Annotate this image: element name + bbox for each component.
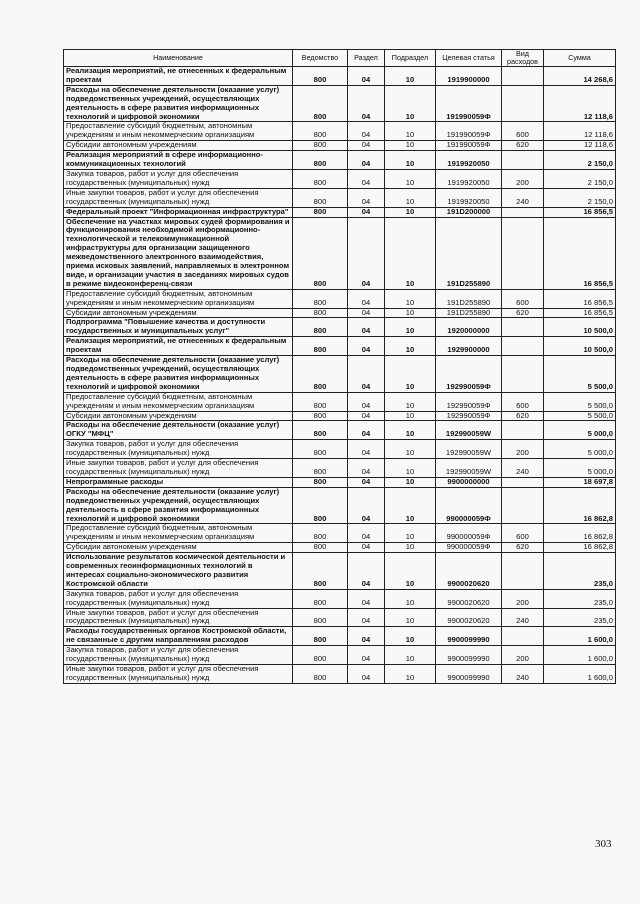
row-sum: 10 500,0 [544, 337, 616, 356]
row-subsection: 10 [385, 356, 436, 393]
row-dept: 800 [293, 85, 348, 122]
row-sum: 5 000,0 [544, 440, 616, 459]
row-subsection: 10 [385, 665, 436, 684]
table-row [64, 627, 616, 646]
table-row [64, 421, 616, 440]
row-dept: 800 [293, 217, 348, 289]
row-name: Расходы на обеспечение деятельности (оказание услуг) подведомственных учреждений, осуществляющих деятельность в сфере развития информационных технологий и цифровой экономики [64, 356, 293, 393]
row-target: 192990059Ф [436, 356, 502, 393]
row-target: 1919920050 [436, 169, 502, 188]
row-dept: 800 [293, 524, 348, 543]
row-section: 04 [348, 67, 385, 86]
row-kind [502, 421, 544, 440]
row-target: 191990059Ф [436, 141, 502, 151]
row-sum: 2 150,0 [544, 169, 616, 188]
header-section: Раздел [348, 50, 385, 67]
row-target: 9900020620 [436, 608, 502, 627]
table-row [64, 589, 616, 608]
row-subsection: 10 [385, 589, 436, 608]
row-name: Использование результатов космической деятельности и современных геоинформационных технологий в интересах социально-экономического развития Костромской области [64, 553, 293, 590]
row-subsection: 10 [385, 553, 436, 590]
table-row [64, 487, 616, 524]
row-subsection: 10 [385, 459, 436, 478]
row-kind: 620 [502, 543, 544, 553]
row-kind [502, 85, 544, 122]
row-section: 04 [348, 524, 385, 543]
row-subsection: 10 [385, 289, 436, 308]
row-target: 990000059Ф [436, 543, 502, 553]
table-row [64, 440, 616, 459]
row-subsection: 10 [385, 487, 436, 524]
row-target: 9900020620 [436, 553, 502, 590]
table-row [64, 289, 616, 308]
table-header-row [64, 50, 616, 67]
row-target: 191990059Ф [436, 85, 502, 122]
row-section: 04 [348, 589, 385, 608]
row-subsection: 10 [385, 411, 436, 421]
row-dept: 800 [293, 665, 348, 684]
row-dept: 800 [293, 289, 348, 308]
row-section: 04 [348, 646, 385, 665]
row-name: Подпрограмма "Повышение качества и доступности государственных и муниципальных услуг" [64, 318, 293, 337]
row-dept: 800 [293, 67, 348, 86]
row-target: 990000059Ф [436, 524, 502, 543]
row-dept: 800 [293, 627, 348, 646]
row-dept: 800 [293, 151, 348, 170]
row-target: 9900020620 [436, 589, 502, 608]
row-kind [502, 487, 544, 524]
row-sum: 2 150,0 [544, 188, 616, 207]
row-target: 9900000000 [436, 477, 502, 487]
row-kind: 620 [502, 308, 544, 318]
table-row [64, 543, 616, 553]
row-section: 04 [348, 141, 385, 151]
row-kind: 200 [502, 169, 544, 188]
table-row [64, 85, 616, 122]
header-subsection: Подраздел [385, 50, 436, 67]
row-kind: 240 [502, 459, 544, 478]
row-subsection: 10 [385, 169, 436, 188]
row-target: 990000059Ф [436, 487, 502, 524]
row-name: Реализация мероприятий в сфере информационно-коммуникационных технологий [64, 151, 293, 170]
row-name: Предоставление субсидий бюджетным, автономным учреждениям и иным некоммерческим организациям [64, 392, 293, 411]
row-sum: 16 856,5 [544, 217, 616, 289]
row-kind [502, 356, 544, 393]
row-section: 04 [348, 665, 385, 684]
row-subsection: 10 [385, 627, 436, 646]
table-row [64, 169, 616, 188]
table-row [64, 665, 616, 684]
row-subsection: 10 [385, 122, 436, 141]
table-row [64, 318, 616, 337]
row-subsection: 10 [385, 151, 436, 170]
row-section: 04 [348, 477, 385, 487]
row-name: Обеспечение на участках мировых судей формирования и функционирования необходимой информационно-технологической и телекоммуникационной инфраструктуры для организации защищенного межведомственного электронного взаимодействия, приема исковых заявлений, направляемых в электронном виде, и организации участия в заседаниях мировых судов в режиме видеоконференц-связи [64, 217, 293, 289]
row-name: Реализация мероприятий, не отнесенных к федеральным проектам [64, 337, 293, 356]
row-name: Расходы на обеспечение деятельности (оказание услуг) подведомственных учреждений, осуществляющих деятельность в сфере развития информационных технологий и цифровой экономики [64, 487, 293, 524]
row-sum: 235,0 [544, 589, 616, 608]
row-target: 9900099990 [436, 646, 502, 665]
row-sum: 5 500,0 [544, 356, 616, 393]
table-row [64, 122, 616, 141]
row-kind: 600 [502, 289, 544, 308]
row-name: Расходы на обеспечение деятельности (оказание услуг) подведомственных учреждений, осуществляющих деятельность в сфере развития информационных технологий и цифровой экономики [64, 85, 293, 122]
row-kind: 600 [502, 392, 544, 411]
row-dept: 800 [293, 440, 348, 459]
row-sum: 16 862,8 [544, 487, 616, 524]
row-sum: 14 268,6 [544, 67, 616, 86]
row-kind: 620 [502, 141, 544, 151]
row-sum: 1 600,0 [544, 627, 616, 646]
row-sum: 1 600,0 [544, 665, 616, 684]
table-row [64, 524, 616, 543]
table-row [64, 207, 616, 217]
row-sum: 5 500,0 [544, 392, 616, 411]
row-target: 191990059Ф [436, 122, 502, 141]
row-sum: 235,0 [544, 608, 616, 627]
row-dept: 800 [293, 141, 348, 151]
row-sum: 16 856,5 [544, 289, 616, 308]
row-target: 1929900000 [436, 337, 502, 356]
row-target: 1919920050 [436, 151, 502, 170]
row-kind [502, 217, 544, 289]
row-subsection: 10 [385, 217, 436, 289]
row-dept: 800 [293, 169, 348, 188]
row-subsection: 10 [385, 308, 436, 318]
row-target: 9900099990 [436, 627, 502, 646]
table-row [64, 141, 616, 151]
row-target: 191D255890 [436, 289, 502, 308]
row-kind: 600 [502, 524, 544, 543]
header-target: Целевая статья [436, 50, 502, 67]
row-name: Иные закупки товаров, работ и услуг для обеспечения государственных (муниципальных) нужд [64, 608, 293, 627]
table-body [64, 67, 616, 684]
row-section: 04 [348, 411, 385, 421]
row-section: 04 [348, 85, 385, 122]
row-sum: 12 118,6 [544, 141, 616, 151]
row-section: 04 [348, 308, 385, 318]
row-dept: 800 [293, 188, 348, 207]
row-dept: 800 [293, 589, 348, 608]
row-subsection: 10 [385, 337, 436, 356]
row-name: Субсидии автономным учреждениям [64, 543, 293, 553]
row-section: 04 [348, 392, 385, 411]
row-kind [502, 627, 544, 646]
row-section: 04 [348, 122, 385, 141]
row-section: 04 [348, 487, 385, 524]
row-sum: 5 000,0 [544, 459, 616, 478]
row-section: 04 [348, 151, 385, 170]
page-number: 303 [595, 838, 612, 850]
row-dept: 800 [293, 337, 348, 356]
row-sum: 16 862,8 [544, 543, 616, 553]
row-name: Субсидии автономным учреждениям [64, 308, 293, 318]
row-dept: 800 [293, 411, 348, 421]
row-name: Непрограммные расходы [64, 477, 293, 487]
row-name: Субсидии автономным учреждениям [64, 411, 293, 421]
row-kind: 600 [502, 122, 544, 141]
header-sum: Сумма [544, 50, 616, 67]
row-dept: 800 [293, 477, 348, 487]
row-target: 192990059W [436, 440, 502, 459]
row-name: Предоставление субсидий бюджетным, автономным учреждениям и иным некоммерческим организациям [64, 122, 293, 141]
table-row [64, 337, 616, 356]
row-target: 192990059W [436, 421, 502, 440]
row-sum: 18 697,8 [544, 477, 616, 487]
table-row [64, 411, 616, 421]
row-section: 04 [348, 553, 385, 590]
budget-table [63, 49, 616, 684]
row-subsection: 10 [385, 543, 436, 553]
row-kind: 200 [502, 646, 544, 665]
row-sum: 235,0 [544, 553, 616, 590]
row-kind: 620 [502, 411, 544, 421]
row-sum: 16 856,5 [544, 207, 616, 217]
row-subsection: 10 [385, 67, 436, 86]
row-section: 04 [348, 337, 385, 356]
row-kind [502, 553, 544, 590]
row-dept: 800 [293, 487, 348, 524]
row-subsection: 10 [385, 85, 436, 122]
row-section: 04 [348, 421, 385, 440]
row-subsection: 10 [385, 318, 436, 337]
row-name: Расходы на обеспечение деятельности (оказание услуг) ОГКУ "МФЦ" [64, 421, 293, 440]
row-subsection: 10 [385, 421, 436, 440]
row-kind: 240 [502, 665, 544, 684]
row-target: 191D255890 [436, 308, 502, 318]
row-kind: 200 [502, 440, 544, 459]
row-name: Закупка товаров, работ и услуг для обеспечения государственных (муниципальных) нужд [64, 646, 293, 665]
row-subsection: 10 [385, 440, 436, 459]
table-row [64, 308, 616, 318]
row-target: 192990059Ф [436, 411, 502, 421]
header-dept: Ведомство [293, 50, 348, 67]
table-row [64, 553, 616, 590]
table-row [64, 188, 616, 207]
row-sum: 10 500,0 [544, 318, 616, 337]
row-section: 04 [348, 627, 385, 646]
row-subsection: 10 [385, 141, 436, 151]
row-subsection: 10 [385, 646, 436, 665]
row-subsection: 10 [385, 608, 436, 627]
row-dept: 800 [293, 553, 348, 590]
row-sum: 12 118,6 [544, 85, 616, 122]
row-kind [502, 318, 544, 337]
row-kind: 200 [502, 589, 544, 608]
row-kind [502, 151, 544, 170]
header-kind: Вид расходов [502, 50, 544, 67]
row-dept: 800 [293, 308, 348, 318]
row-subsection: 10 [385, 524, 436, 543]
row-name: Предоставление субсидий бюджетным, автономным учреждениям и иным некоммерческим организациям [64, 289, 293, 308]
row-sum: 1 600,0 [544, 646, 616, 665]
row-target: 191D200000 [436, 207, 502, 217]
table-row [64, 151, 616, 170]
header-name: Наименование [64, 50, 293, 67]
row-kind [502, 337, 544, 356]
row-name: Расходы государственных органов Костромской области, не связанные с другим направлениям расходов [64, 627, 293, 646]
row-section: 04 [348, 440, 385, 459]
table-row [64, 217, 616, 289]
row-section: 04 [348, 289, 385, 308]
row-sum: 5 500,0 [544, 411, 616, 421]
row-dept: 800 [293, 646, 348, 665]
row-section: 04 [348, 318, 385, 337]
row-section: 04 [348, 217, 385, 289]
row-dept: 800 [293, 459, 348, 478]
row-dept: 800 [293, 392, 348, 411]
table-row [64, 356, 616, 393]
row-target: 1919900000 [436, 67, 502, 86]
row-dept: 800 [293, 421, 348, 440]
row-sum: 5 000,0 [544, 421, 616, 440]
row-sum: 16 856,5 [544, 308, 616, 318]
row-target: 1920000000 [436, 318, 502, 337]
row-sum: 12 118,6 [544, 122, 616, 141]
row-name: Федеральный проект "Информационная инфраструктура" [64, 207, 293, 217]
table-row [64, 392, 616, 411]
row-name: Субсидии автономным учреждениям [64, 141, 293, 151]
table-row [64, 646, 616, 665]
row-name: Закупка товаров, работ и услуг для обеспечения государственных (муниципальных) нужд [64, 440, 293, 459]
table-row [64, 608, 616, 627]
row-name: Иные закупки товаров, работ и услуг для обеспечения государственных (муниципальных) нужд [64, 665, 293, 684]
row-subsection: 10 [385, 477, 436, 487]
row-subsection: 10 [385, 392, 436, 411]
row-section: 04 [348, 356, 385, 393]
row-subsection: 10 [385, 207, 436, 217]
table-row [64, 67, 616, 86]
table-row [64, 459, 616, 478]
row-kind [502, 67, 544, 86]
row-target: 9900099990 [436, 665, 502, 684]
row-dept: 800 [293, 608, 348, 627]
row-kind [502, 207, 544, 217]
row-name: Закупка товаров, работ и услуг для обеспечения государственных (муниципальных) нужд [64, 589, 293, 608]
row-dept: 800 [293, 207, 348, 217]
row-name: Предоставление субсидий бюджетным, автономным учреждениям и иным некоммерческим организациям [64, 524, 293, 543]
row-dept: 800 [293, 356, 348, 393]
row-target: 192990059Ф [436, 392, 502, 411]
row-section: 04 [348, 543, 385, 553]
row-name: Иные закупки товаров, работ и услуг для обеспечения государственных (муниципальных) нужд [64, 188, 293, 207]
row-target: 192990059W [436, 459, 502, 478]
row-name: Реализация мероприятий, не отнесенных к федеральным проектам [64, 67, 293, 86]
row-section: 04 [348, 169, 385, 188]
row-kind: 240 [502, 608, 544, 627]
row-sum: 16 862,8 [544, 524, 616, 543]
row-section: 04 [348, 207, 385, 217]
row-kind [502, 477, 544, 487]
row-dept: 800 [293, 543, 348, 553]
row-subsection: 10 [385, 188, 436, 207]
row-name: Закупка товаров, работ и услуг для обеспечения государственных (муниципальных) нужд [64, 169, 293, 188]
row-section: 04 [348, 188, 385, 207]
row-target: 191D255890 [436, 217, 502, 289]
row-name: Иные закупки товаров, работ и услуг для обеспечения государственных (муниципальных) нужд [64, 459, 293, 478]
row-section: 04 [348, 459, 385, 478]
row-dept: 800 [293, 122, 348, 141]
row-kind: 240 [502, 188, 544, 207]
row-target: 1919920050 [436, 188, 502, 207]
row-dept: 800 [293, 318, 348, 337]
table-row [64, 477, 616, 487]
row-section: 04 [348, 608, 385, 627]
row-sum: 2 150,0 [544, 151, 616, 170]
